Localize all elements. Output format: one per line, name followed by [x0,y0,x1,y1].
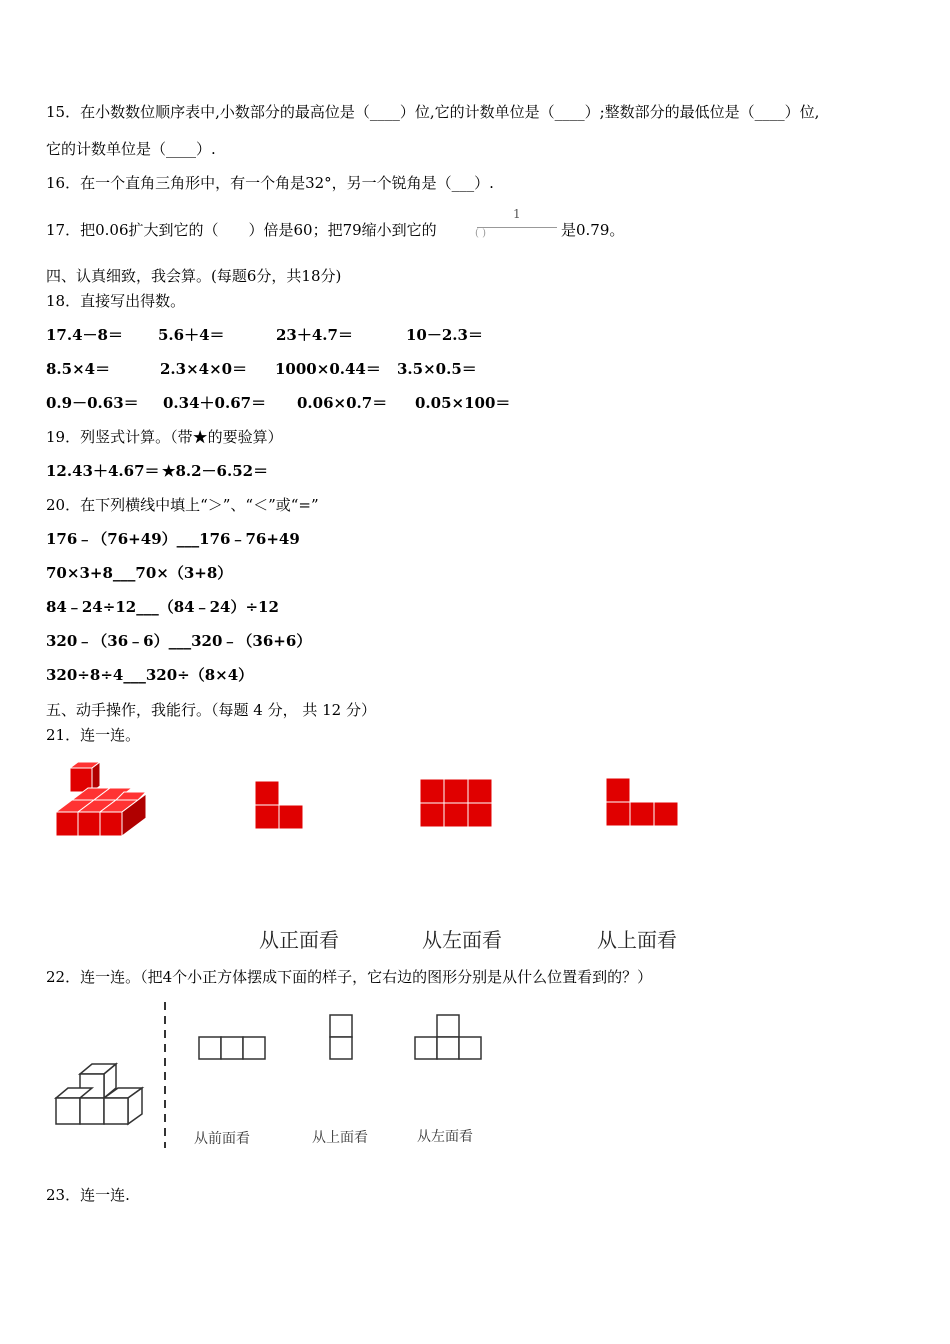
calc-item: 5.6＋4＝ [158,326,225,344]
red-view-l-wide [605,777,681,829]
caption-left-view-2: 从左面看 [417,1129,473,1145]
calc-item: 3.5×0.5＝ [397,360,477,378]
caption-front-view: 从正面看 [259,928,339,952]
q22-text: 22．连一连。（把4个小正方体摆成下面的样子，它右边的图形分别是从什么位置看到的？） [46,968,653,986]
q15-line1: 15．在小数数位顺序表中,小数部分的最高位是（____）位,它的计数单位是（____）;整数部分的最低位是（____）位, [46,103,820,121]
outline-view-t-shape [413,1013,483,1061]
caption-top-view: 从上面看 [597,928,677,952]
calc-item: 10－2.3＝ [406,326,483,344]
caption-left-view: 从左面看 [422,928,502,952]
q19-text: 19．列竖式计算。（带★的要验算） [46,428,283,446]
q21-text: 21．连一连。 [46,726,141,744]
section-4-heading: 四、认真细致，我会算。(每题6分，共18分) [46,267,342,285]
q16-text: 16．在一个直角三角形中，有一个角是32°，另一个锐角是（___）. [46,174,494,192]
compare-item: 176﹣（76+49）___176﹣76+49 [46,530,300,548]
compare-item: 320÷8÷4___320÷（8×4） [46,666,254,684]
red-view-2x3 [419,778,495,830]
calc-item: 1000×0.44＝ [275,360,381,378]
calc-item: 2.3×4×0＝ [160,360,248,378]
compare-item: 84﹣24÷12___（84﹣24）÷12 [46,598,279,616]
compare-item: 70×3+8___70×（3+8） [46,564,233,582]
q18-text: 18．直接写出得数。 [46,292,186,310]
red-view-l-small [254,780,306,832]
fraction-denominator: ( ) [475,228,486,239]
q20-text: 20．在下列横线中填上“＞”、“＜”或“=” [46,496,319,514]
calc-item: 8.5×4＝ [46,360,111,378]
caption-front-view-2: 从前面看 [194,1131,250,1147]
cube-solid-outline-figure [52,1058,152,1130]
q17-fraction [475,207,559,241]
vertical-calc-item: 12.43＋4.67＝ [46,462,160,480]
red-cube-solid-figure [50,762,152,842]
fraction-numerator: 1 [513,207,521,221]
outline-view-1x3 [197,1035,267,1061]
dashed-divider [160,1002,170,1148]
section-5-heading: 五、动手操作，我能行。（每题 4 分， 共 12 分） [46,701,376,719]
vertical-calc-item: ★8.2－6.52＝ [162,462,269,480]
calc-item: 23＋4.7＝ [276,326,353,344]
q17-text-b: 是0.79。 [561,221,625,239]
calc-item: 17.4－8＝ [46,326,123,344]
q15-line2: 它的计数单位是（____）. [46,140,216,158]
calc-item: 0.06×0.7＝ [297,394,388,412]
q17-text-a: 17．把0.06扩大到它的（ ）倍是60；把79缩小到它的 [46,221,437,239]
compare-item: 320﹣（36﹣6）___320﹣（36+6） [46,632,312,650]
q23-text: 23．连一连. [46,1186,130,1204]
outline-view-2x1 [328,1013,354,1061]
calc-item: 0.05×100＝ [415,394,511,412]
calc-item: 0.34＋0.67＝ [163,394,267,412]
calc-item: 0.9－0.63＝ [46,394,139,412]
caption-top-view-2: 从上面看 [312,1130,368,1146]
